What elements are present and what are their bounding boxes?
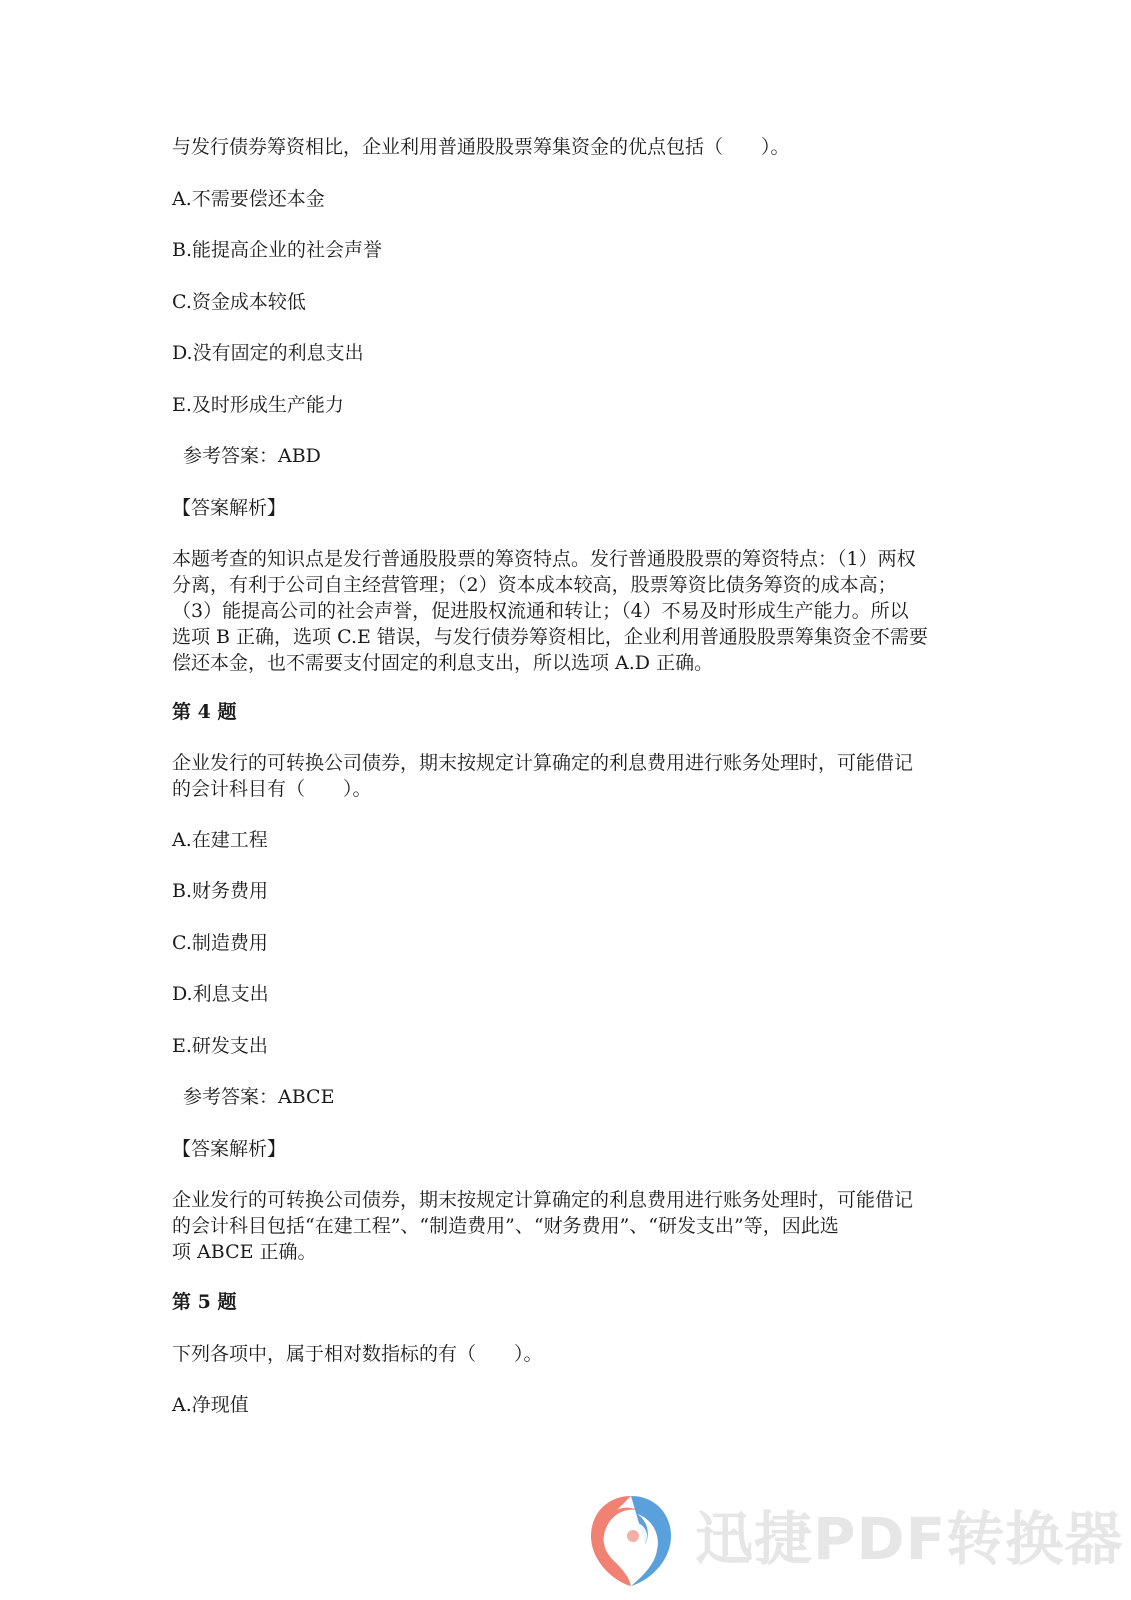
q3-stem: 与发行债券筹资相比，企业利用普通股股票筹集资金的优点包括（ ）。	[172, 136, 790, 158]
q4-analysis-line: 项 ABCE 正确。	[172, 1241, 317, 1263]
q3-option-c: C.资金成本较低	[172, 291, 306, 313]
q3-analysis-line: （3）能提高公司的社会声誉，促进股权流通和转让；（4）不易及时形成生产能力。所以	[172, 600, 909, 622]
q4-analysis	[172, 1187, 962, 1265]
q3-option-a: A.不需要偿还本金	[172, 188, 325, 210]
q5-heading: 第 5 题	[172, 1291, 237, 1313]
q4-answer: 参考答案：ABCE	[183, 1086, 335, 1108]
q4-option-a: A.在建工程	[172, 829, 268, 851]
q4-option-d: D.利息支出	[172, 983, 269, 1005]
q3-answer: 参考答案：ABD	[183, 445, 321, 467]
q4-analysis-title: 【答案解析】	[172, 1138, 287, 1160]
q3-option-d: D.没有固定的利息支出	[172, 342, 364, 364]
q4-heading: 第 4 题	[172, 701, 237, 723]
watermark-logo-icon	[585, 1490, 677, 1590]
q3-analysis-line: 选项 B 正确，选项 C.E 错误，与发行债券筹资相比，企业利用普通股股票筹集资金不需要	[172, 626, 928, 648]
q5-option-a: A.净现值	[172, 1394, 249, 1416]
q4-analysis-line: 企业发行的可转换公司债券，期末按规定计算确定的利息费用进行账务处理时，可能借记	[172, 1189, 914, 1211]
q4-stem-line: 企业发行的可转换公司债券，期末按规定计算确定的利息费用进行账务处理时，可能借记	[172, 752, 914, 774]
q4-option-c: C.制造费用	[172, 932, 268, 954]
q4-option-e: E.研发支出	[172, 1035, 268, 1057]
q3-analysis-title: 【答案解析】	[172, 497, 287, 519]
q3-analysis-line: 偿还本金，也不需要支付固定的利息支出，所以选项 A.D 正确。	[172, 652, 714, 674]
q5-stem: 下列各项中，属于相对数指标的有（ ）。	[172, 1343, 543, 1365]
q3-analysis-line: 本题考查的知识点是发行普通股股票的筹资特点。发行普通股股票的筹资特点：（1）两权	[172, 548, 916, 570]
watermark	[585, 1490, 1124, 1590]
q4-stem-line: 的会计科目有（ ）。	[172, 778, 372, 800]
q4-stem	[172, 750, 962, 802]
watermark-text: 迅捷PDF转换器	[695, 1505, 1124, 1573]
q4-option-b: B.财务费用	[172, 880, 269, 902]
q3-option-b: B.能提高企业的社会声誉	[172, 239, 383, 261]
q3-analysis-line: 分离，有利于公司自主经营管理；（2）资本成本较高，股票筹资比债务筹资的成本高；	[172, 574, 897, 596]
q4-analysis-line: 的会计科目包括“在建工程”、“制造费用”、“财务费用”、“研发支出”等，因此选	[172, 1215, 839, 1237]
q3-analysis	[172, 546, 962, 676]
q3-option-e: E.及时形成生产能力	[172, 394, 344, 416]
